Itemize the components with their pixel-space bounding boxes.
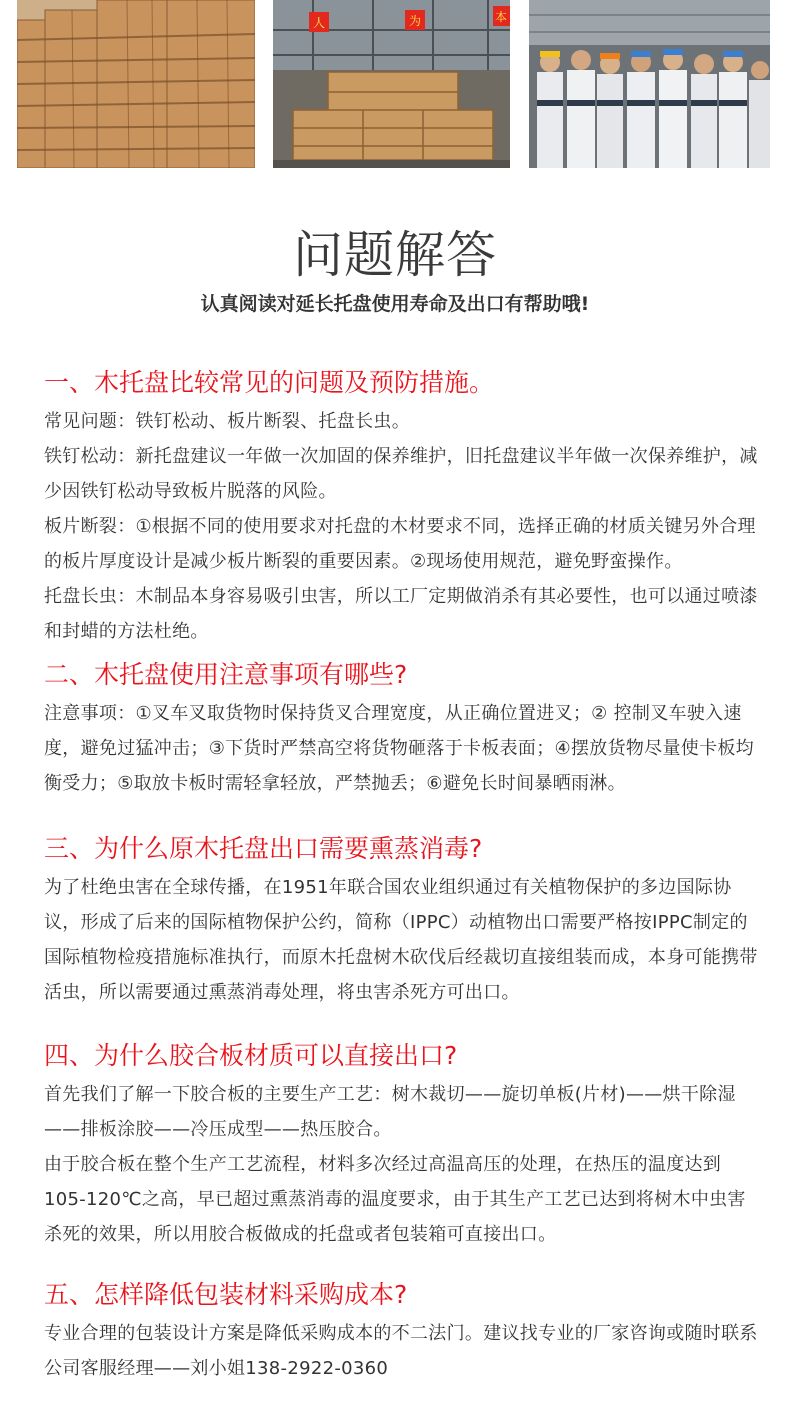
section-heading: 一、木托盘比较常见的问题及预防措施。 bbox=[44, 368, 495, 397]
section-paragraph: 首先我们了解一下胶合板的主要生产工艺：树木裁切——旋切单板(片材)——烘干除湿——排板涂胶——冷压成型——热压胶合。 bbox=[44, 1084, 736, 1140]
faq-section bbox=[44, 1035, 759, 1252]
section-paragraph: 为了杜绝虫害在全球传播，在1951年联合国农业组织通过有关植物保护的多边国际协议，形成了后来的国际植物保护公约，简称（IPPC）动植物出口需要严格按IPPC制定的国际植物检疫措施标准执行，而原木托盘树木砍伐后经裁切直接组装而成，本身可能携带活虫，所以需要通过熏蒸消毒处理，将虫害杀死方可出口。 bbox=[44, 877, 758, 1003]
faq-content bbox=[44, 362, 759, 1386]
section-heading: 二、木托盘使用注意事项有哪些? bbox=[44, 660, 408, 689]
lumber-stack-photo bbox=[17, 0, 255, 168]
section-paragraph: 板片断裂：①根据不同的使用要求对托盘的木材要求不同，选择正确的材质关键另外合理的板片厚度设计是减少板片断裂的重要因素。②现场使用规范，避免野蛮操作。 bbox=[44, 516, 756, 572]
section-paragraph: 铁钉松动：新托盘建议一年做一次加固的保养维护，旧托盘建议半年做一次保养维护，减少因铁钉松动导致板片脱落的风险。 bbox=[44, 446, 758, 502]
faq-section bbox=[44, 362, 759, 649]
section-heading: 三、为什么原木托盘出口需要熏蒸消毒? bbox=[44, 834, 483, 863]
section-heading: 四、为什么胶合板材质可以直接出口? bbox=[44, 1041, 458, 1070]
page-title: 问题解答 bbox=[293, 226, 497, 284]
section-paragraph: 由于胶合板在整个生产工艺流程，材料多次经过高温高压的处理，在热压的温度达到105-120℃之高，早已超过熏蒸消毒的温度要求，由于其生产工艺已达到将树木中虫害杀死的效果，所以用胶合板做成的托盘或者包装箱可直接出口。 bbox=[44, 1154, 746, 1245]
section-heading: 五、怎样降低包装材料采购成本? bbox=[44, 1280, 408, 1309]
section-paragraph: 注意事项：①叉车叉取货物时保持货叉合理宽度，从正确位置进叉；② 控制叉车驶入速度，避免过猛冲击；③下货时严禁高空将货物砸落于卡板表面；④摆放货物尽量使卡板均衡受力；⑤取放卡板时需轻拿轻放，严禁抛丢；⑥避免长时间暴晒雨淋。 bbox=[44, 703, 754, 794]
section-paragraph: 专业合理的包装设计方案是降低采购成本的不二法门。建议找专业的厂家咨询或随时联系公司客服经理——刘小姐138-2922-0360 bbox=[44, 1323, 758, 1379]
faq-section bbox=[44, 654, 759, 801]
faq-section bbox=[44, 828, 759, 1010]
factory-crates-photo bbox=[273, 0, 510, 168]
page-subtitle: 认真阅读对延长托盘使用寿命及出口有帮助哦! bbox=[200, 293, 590, 315]
photo-strip bbox=[0, 0, 790, 168]
banner-char: 本 bbox=[494, 10, 508, 24]
section-paragraph: 托盘长虫：木制品本身容易吸引虫害，所以工厂定期做消杀有其必要性，也可以通过喷漆和封蜡的方法杜绝。 bbox=[44, 586, 758, 642]
banner-char: 人 bbox=[312, 16, 326, 30]
team-visit-photo bbox=[529, 0, 770, 168]
faq-section bbox=[44, 1274, 759, 1386]
section-paragraph: 常见问题：铁钉松动、板片断裂、托盘长虫。 bbox=[44, 411, 410, 432]
banner-char: 为 bbox=[408, 14, 422, 28]
